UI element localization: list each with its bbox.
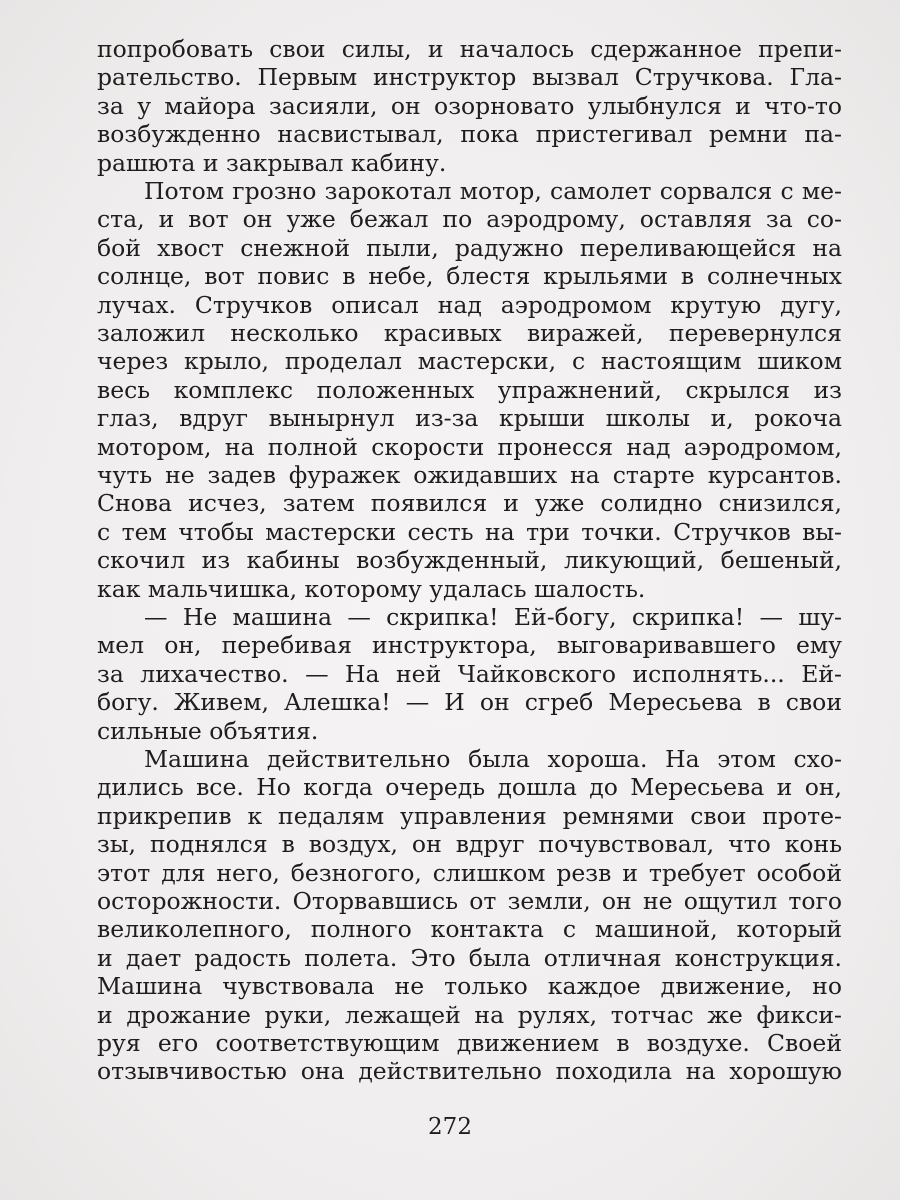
- text-line: сильные объятия.: [97, 716, 319, 745]
- text-line: лучах. Стручков описал над аэродромом крутую дугу,: [97, 290, 842, 319]
- text-line: зы, поднялся в воздух, он вдруг почувствовал, что конь: [97, 830, 842, 859]
- text-line: — Не машина — скрипка! Ей-богу, скрипка! — шу-: [144, 603, 842, 631]
- text-line: чуть не задев фуражек ожидавших на старте курсантов.: [97, 461, 842, 489]
- text-line: отзывчивостью она действительно походила на хорошую: [97, 1057, 842, 1086]
- text-line: заложил несколько красивых виражей, перевернулся: [97, 319, 842, 347]
- page-number: 272: [428, 1114, 472, 1140]
- text-line: и дает радость полета. Это была отличная конструкция.: [97, 943, 842, 972]
- text-line: бой хвост снежной пыли, радужно переливающейся на: [97, 233, 842, 262]
- text-line: ста, и вот он уже бежал по аэродрому, оставляя за со-: [97, 205, 842, 234]
- text-line: великолепного, полного контакта с машиной, который: [97, 915, 842, 944]
- text-line: этот для него, безногого, слишком резв и требует особой: [97, 858, 842, 887]
- text-line: и дрожание руки, лежащей на рулях, тотчас же фикси-: [97, 1000, 842, 1029]
- text-line: с тем чтобы мастерски сесть на три точки. Стручков вы-: [97, 517, 842, 546]
- text-line: руя его соответствующим движением в воздухе. Своей: [97, 1029, 842, 1057]
- text-line: скочил из кабины возбужденный, ликующий, бешеный,: [97, 546, 842, 575]
- text-line: Машина чувствовала не только каждое движение, но: [97, 972, 842, 1001]
- text-line: Потом грозно зарокотал мотор, самолет сорвался с ме-: [144, 177, 842, 205]
- text-line: прикрепив к педалям управления ремнями свои проте-: [97, 801, 842, 830]
- text-line: рательство. Первым инструктор вызвал Стручкова. Гла-: [97, 63, 842, 92]
- text-line: возбужденно насвистывал, пока пристегивал ремни па-: [97, 120, 842, 149]
- text-line: дились все. Но когда очередь дошла до Мересьева и он,: [97, 773, 842, 802]
- text-line: за лихачество. — На ней Чайковского исполнять... Ей-: [97, 659, 842, 688]
- text-line: через крыло, проделал мастерски, с настоящим шиком: [97, 347, 842, 376]
- text-line: мел он, перебивая инструктора, выговаривавшего ему: [97, 631, 842, 660]
- text-line: как мальчишка, которому удалась шалость.: [97, 574, 646, 603]
- text-line: глаз, вдруг вынырнул из-за крыши школы и, рокоча: [97, 404, 842, 433]
- text-line: Снова исчез, затем появился и уже солидно снизился,: [97, 489, 842, 518]
- text-line: попробовать свои силы, и началось сдержанное препи-: [97, 35, 842, 63]
- text-line: весь комплекс положенных упражнений, скрылся из: [97, 375, 842, 404]
- text-line: богу. Живем, Алешка! — И он сгреб Мересьева в свои: [97, 688, 842, 717]
- text-line: мотором, на полной скорости пронесся над аэродромом,: [97, 432, 842, 461]
- text-line: солнце, вот повис в небе, блестя крыльями в солнечных: [97, 262, 842, 291]
- text-line: рашюта и закрывал кабину.: [97, 148, 447, 177]
- text-line: Машина действительно была хороша. На этом схо-: [144, 745, 842, 773]
- text-line: за у майора засияли, он озорновато улыбнулся и что-то: [97, 91, 842, 120]
- text-line: осторожности. Оторвавшись от земли, он не ощутил того: [97, 887, 842, 915]
